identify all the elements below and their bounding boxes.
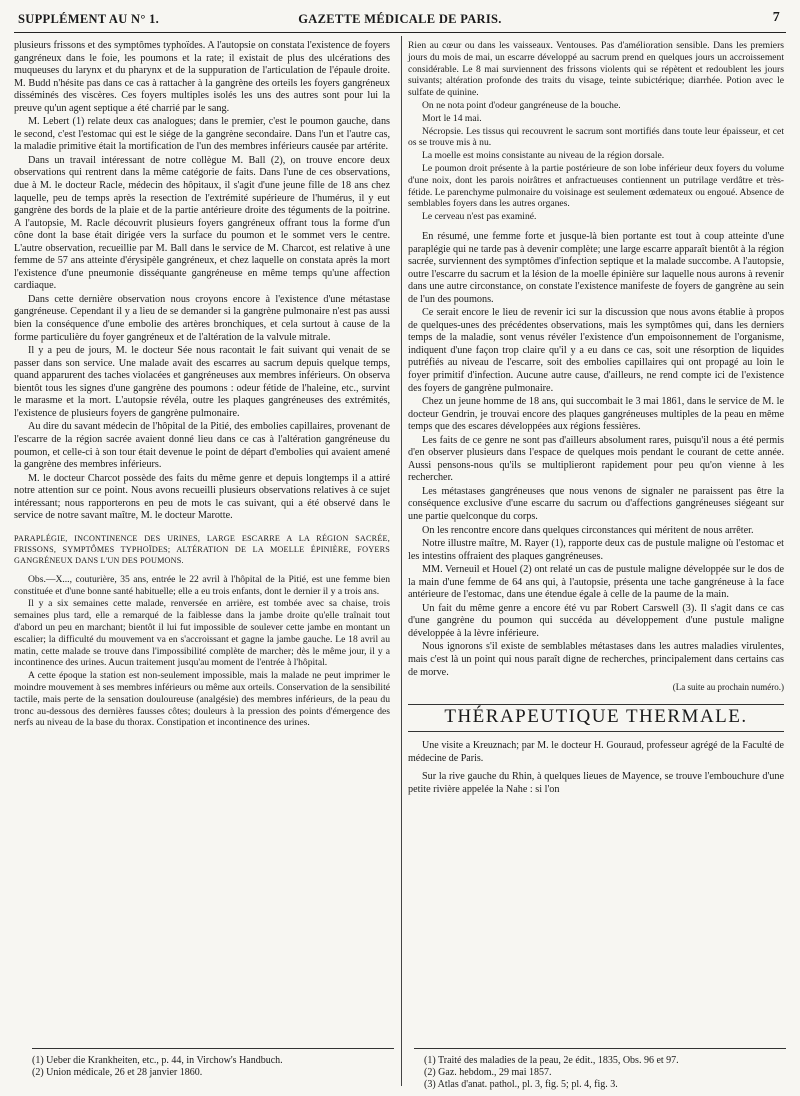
observation-paragraph: Mort le 14 mai. xyxy=(422,112,482,124)
footnote: (1) Traité des maladies de la peau, 2e édit., 1835, Obs. 96 et 97. xyxy=(424,1055,679,1066)
paragraph: Les métastases gangréneuses que nous venons de signaler ne paraissent pas être la conséquence exclusive d'une escarre du sacrum ou d'affections gangréneuses siégeant sur une partie quelconque du corps. xyxy=(408,485,784,522)
observation-paragraph: Rien au cœur ou dans les vaisseaux. Ventouses. Pas d'amélioration sensible. Dans les premiers jours du mois de mai, un escarre développé au sacrum prend en quelques jours un accroissement considérable. Le 8 mai surviennent des frissons violents qui se répètent et redoublent les jours suivants; altération profonde des traits du visage, teinte subictérique; diarrhée. Potion avec le sulfate de quinine. xyxy=(408,40,784,99)
footnote-rule-left xyxy=(32,1048,394,1049)
paragraph: Chez un jeune homme de 18 ans, qui succombait le 3 mai 1861, dans le service de M. le docteur Gendrin, je trouvai encore des plaques gangréneuses multiples de la peau en même temps que des escares développées aux régions fessières. xyxy=(408,396,784,433)
paragraph: Nous ignorons s'il existe de semblables métastases dans les autres maladies virulentes, mais c'est là un point qui nous paraît digne de recherches, principalement dans certains cas de morve. xyxy=(408,641,784,678)
observation-paragraph: La moelle est moins consistante au niveau de la région dorsale. xyxy=(422,150,665,162)
paragraph: Dans un travail intéressant de notre collègue M. Ball (2), on trouve encore deux observations qui rentrent dans la même catégorie de faits. Dans l'une de ces observations, due à M. le docteur Racle, médecin des hôpitaux, il s'agit d'une jeune fille de 18 ans chez laquelle, peu de temps après la resection de l'extrémité supérieure de l'humérus, il y eut gangrène des bords de la plaie et de la partie antérieure droite des téguments de la poitrine. A l'autopsie, M. Racle découvrit plusieurs foyers gangréneux offrant tous la forme d'un cône dont la base était dirigée vers la surface du poumon et le sommet vers le centre. L'autre observation, recueillie par M. Ball dans le service de M. Charcot, est relative à une femme de 57 ans atteinte d'érysipèle gangréneux, et chez laquelle on constata après la mort l'existence d'une pneumonie disséquante gangréneuse en même temps qu'une affection cardiaque. xyxy=(14,154,390,292)
page-header xyxy=(14,8,786,33)
section-rule-bottom xyxy=(408,731,784,732)
footnote: (3) Atlas d'anat. pathol., pl. 3, fig. 5; pl. 4, fig. 3. xyxy=(424,1079,618,1091)
paragraph: MM. Verneuil et Houel (2) ont relaté un cas de pustule maligne développée sur le dos de la main d'une femme de 64 ans qui, à l'autopsie, présenta une tache gangréneuse à la face antérieure de l'estomac, dans une étendue égale à celle de la paume de la main. xyxy=(408,564,784,601)
observation-paragraph: Il y a six semaines cette malade, renversée en arrière, est tombée avec sa chaise, trois semaines plus tard, elle a remarqué de la faiblesse dans la jambe droite qu'elle traînait tout d'abord un peu en marchant; bientôt il lui fut impossible de soulever cette jambe en montant un escalier; la difficulté du mouvement va en s'accroissant et gagne la jambe gauche. Le 18 avril au matin, cette malade se trouve dans l'impossibilité complète de marcher; dès le même jour, il y a incontinence des urines. Aucun traitement jusqu'au moment de l'entrée à l'hôpital. xyxy=(14,598,390,669)
footnote-rule-right xyxy=(414,1048,786,1049)
paragraph: En résumé, une femme forte et jusque-là bien portante est tout à coup atteinte d'une paraplégie qui ne tarde pas à devenir complète; une large escarre apparaît bientôt à la région sacrée, surviennent des symptômes d'infection septique et la malade succombe. A l'autopsie, outre l'escarre du sacrum et la lésion de la moelle épinière sur laquelle nous aurons à revenir dans une autre circonstance, on constate l'existence manifeste de foyers de gangrène au sein de l'un des poumons. xyxy=(408,230,784,305)
section-title: THÉRAPEUTIQUE THERMALE. xyxy=(444,705,748,727)
observation-paragraph: Le poumon droit présente à la partie postérieure de son lobe inférieur deux foyers du volume d'une noix, dont les parois noirâtres et anfractueuses contiennent un putrilage verdâtre et très-fétide. Le parenchyme pulmonaire du voisinage est seulement œdemateux ou engoué. Absence de semblables foyers dans les autres organes. xyxy=(408,162,784,210)
left-column xyxy=(14,40,390,730)
footnotes-right xyxy=(424,1055,800,1092)
case-title: PARAPLÉGIE, INCONTINENCE DES URINES, LARGE ESCARRE A LA RÉGION SACRÉE, FRISSONS, SYMPTÔMES TYPHOÏDES; ALTÉRATION DE LA MOELLE ÉPINIÈRE, FOYERS GANGRÉNEUX DANS L'UN DES POUMONS. xyxy=(14,533,390,565)
paragraph: Il y a peu de jours, M. le docteur Sée nous racontait le fait suivant qui venait de se passer dans son service. Une malade avait des escarres au sacrum depuis quelque temps, quand apparurent des taches violacées et gangréneuses aux membres inférieurs. On observa bientôt tous les signes d'une gangrène des poumons : odeur fétide de l'haleine, etc., survint le marasme et la mort. L'autopsie révéla, outre les plaques gangréneuses des extrémités, l'existence de plusieurs foyers de gangrène pulmonaire. xyxy=(14,345,390,419)
newspaper-page xyxy=(14,8,786,1091)
supplement-label: SUPPLÉMENT AU N° 1. xyxy=(18,12,160,26)
paragraph: Dans cette dernière observation nous croyons encore à l'existence d'une métastase gangréneuse. Cependant il y a lieu de se demander si la gangrène pulmonaire n'est pas aussi bien la conséquence d'une embolie des artères bronchiques, et cela surtout à cause de la forme particulière du foyer gangréneux et de l'altération de la valvule mitrale. xyxy=(14,293,390,343)
paragraph: Notre illustre maître, M. Rayer (1), rapporte deux cas de pustule maligne où l'estomac et les intestins offraient des plaques gangréneuses. xyxy=(408,538,784,562)
column-divider xyxy=(401,36,402,1086)
paragraph: M. Lebert (1) relate deux cas analogues; dans le premier, c'est le poumon gauche, dans le second, c'est l'estomac qui est le siége de la gangrène secondaire. Dans l'un et l'autre cas, la maladie primitive était la mortification de l'un des membres inférieurs causée par artérite. xyxy=(14,116,390,153)
footnote: (2) Union médicale, 26 et 28 janvier 1860. xyxy=(32,1067,203,1079)
paragraph: Ce serait encore le lieu de revenir ici sur la discussion que nous avons établie à propos de quelques-unes des précédentes observations, mais les symptômes qui, dans les derniers temps de la maladie, sont venus révéler l'existence d'un empoisonnement de l'organisme, indiquent d'une façon trop claire qu'il y a eu dans ce cas, soit une résorption de liquides putréfiés au niveau de l'escarre, soit des embolies capillaires qui ont propagé au loin le foyer primitif d'infection. Aucune autre cause, d'ailleurs, ne rend compte ici de l'existence des foyers de gangrène pulmonaire. xyxy=(408,307,784,394)
footnotes-left xyxy=(32,1055,408,1079)
paragraph: Les faits de ce genre ne sont pas d'ailleurs absolument rares, puisqu'il nous a été permis d'en observer plusieurs dans l'espace de quelques mois pendant le courant de cette année. Aussi pensons-nous qu'ils se multiplieront rapidement pour peu qu'on vienne à les rechercher. xyxy=(408,434,784,484)
observation-paragraph: Nécropsie. Les tissus qui recouvrent le sacrum sont mortifiés dans toute leur épaisseur, et cet os se trouve mis à nu. xyxy=(408,125,784,149)
observation-paragraph: Obs.—X..., couturière, 35 ans, entrée le 22 avril à l'hôpital de la Pitié, est une femme bien constituée et d'une bonne santé habituelle; elle a eu trois enfants, dont le dernier il y a trois ans. xyxy=(14,573,390,597)
paragraph: plusieurs frissons et des symptômes typhoïdes. A l'autopsie on constata l'existence de foyers gangréneux dans le foie, les poumons et la rate; il existait de plus des ulcérations des muqueuses du larynx et du pharynx et de la suppuration de l'articulation de l'épaule droite. M. Budd n'hésite pas dans ce cas à rattacher à la gangrène des orteils les foyers gangréneux disséminés des viscères. Ces foyers multiples isolés les uns des autres sont pour lui la preuve qu'un agent septique a été charrié par le sang. xyxy=(14,40,390,114)
continued-note: (La suite au prochain numéro.) xyxy=(672,682,784,693)
observation-paragraph: Le cerveau n'est pas examiné. xyxy=(422,211,537,223)
footnote: (2) Gaz. hebdom., 29 mai 1857. xyxy=(424,1067,552,1079)
page-number: 7 xyxy=(772,10,780,25)
section-rule-top xyxy=(408,704,784,705)
footnote: (1) Ueber die Krankheiten, etc., p. 44, in Virchow's Handbuch. xyxy=(32,1055,283,1066)
article-intro: Une visite a Kreuznach; par M. le docteur H. Gouraud, professeur agrégé de la Faculté de médecine de Paris. xyxy=(408,740,784,764)
observation-paragraph: On ne nota point d'odeur gangréneuse de la bouche. xyxy=(422,99,621,111)
paragraph: M. le docteur Charcot possède des faits du même genre et depuis longtemps il a attiré notre attention sur ce point. Nous avons recueilli plusieurs observations relatives à ce sujet intéressant; nous rapporterons en peu de mots le cas suivant, qui a été observé dans le service de notre savant maître, M. le docteur Marotte. xyxy=(14,472,390,522)
paragraph: On les rencontre encore dans quelques circonstances qui méritent de nous arrêter. xyxy=(422,524,754,536)
paragraph: Sur la rive gauche du Rhin, à quelques lieues de Mayence, se trouve l'embouchure d'une petite rivière appelée la Nahe : si l'on xyxy=(408,771,784,795)
right-column xyxy=(408,40,784,797)
observation-paragraph: A cette époque la station est non-seulement impossible, mais la malade ne peut imprimer le moindre mouvement à ses membres inférieurs ou même aux orteils. Conservation de la sensibilité tactile, mais perte de la sensation douloureuse (analgésie) des membres inférieurs, de la peau du tronc au-dessous des dernières fausses côtes; douleurs à la pression des points d'émergence des nerfs au niveau de la base du thorax. Constipation et incontinence des urines. xyxy=(14,670,390,729)
journal-title: GAZETTE MÉDICALE DE PARIS. xyxy=(298,12,502,26)
paragraph: Un fait du même genre a encore été vu par Robert Carswell (3). Il s'agit dans ce cas d'une gangrène du poumon qui succéda au développement d'une pustule maligne développée à la lèvre inférieure. xyxy=(408,602,784,639)
paragraph: Au dire du savant médecin de l'hôpital de la Pitié, des embolies capillaires, provenant de l'escarre de la région sacrée avaient donné lieu dans ce cas à l'altération gangréneuse du poumon, et celle-ci à son tour était devenue le point de départ d'embolies qui avaient amené la gangrène des membres inférieurs. xyxy=(14,421,390,471)
